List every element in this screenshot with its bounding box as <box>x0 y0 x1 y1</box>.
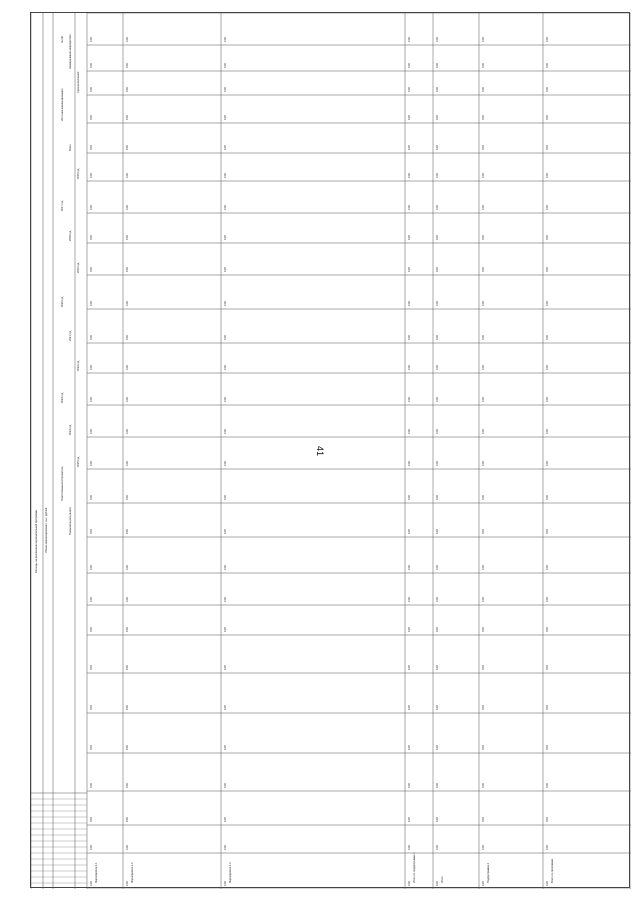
cell-value: 0,00 <box>436 881 439 886</box>
cell-value: 0,00 <box>126 173 129 178</box>
cell-value: 0,00 <box>126 365 129 370</box>
column-header: Наименование мероприятия <box>69 34 72 69</box>
cell-value: 0,00 <box>546 817 549 822</box>
column-header: 2022 год <box>77 360 80 371</box>
cell-value: 0,00 <box>126 37 129 42</box>
row-label: Мероприятие 1.2 <box>131 862 134 883</box>
cell-value: 0,00 <box>436 529 439 534</box>
cell-value: 0,00 <box>408 495 411 500</box>
rotated-table <box>30 12 630 888</box>
cell-value: 0,00 <box>224 115 227 120</box>
cell-value: 0,00 <box>408 745 411 750</box>
cell-value: 0,00 <box>408 881 411 886</box>
cell-value: 0,00 <box>546 461 549 466</box>
cell-value: 0,00 <box>90 597 93 602</box>
cell-value: 0,00 <box>408 529 411 534</box>
column-header: 2023 год <box>61 392 64 403</box>
cell-value: 0,00 <box>408 335 411 340</box>
cell-value: 0,00 <box>436 565 439 570</box>
cell-value: 0,00 <box>90 267 93 272</box>
cell-value: 0,00 <box>482 335 485 340</box>
cell-value: 0,00 <box>224 145 227 150</box>
cell-value: 0,00 <box>224 63 227 68</box>
cell-value: 0,00 <box>482 597 485 602</box>
cell-value: 0,00 <box>436 173 439 178</box>
cell-value: 0,00 <box>408 115 411 120</box>
table-subtitle: Объем финансирования, тыс. рублей <box>45 507 48 553</box>
cell-value: 0,00 <box>126 205 129 210</box>
cell-value: 0,00 <box>436 335 439 340</box>
cell-value: 0,00 <box>408 817 411 822</box>
cell-value: 0,00 <box>224 461 227 466</box>
cell-value: 0,00 <box>436 267 439 272</box>
column-header: Срок выполнения <box>77 71 80 93</box>
cell-value: 0,00 <box>126 145 129 150</box>
cell-value: 0,00 <box>224 627 227 632</box>
cell-value: 0,00 <box>546 783 549 788</box>
cell-value: 0,00 <box>482 705 485 710</box>
cell-value: 0,00 <box>126 301 129 306</box>
cell-value: 0,00 <box>482 817 485 822</box>
cell-value: 0,00 <box>436 461 439 466</box>
cell-value: 0,00 <box>224 705 227 710</box>
cell-value: 0,00 <box>436 429 439 434</box>
table-title: Расходы на реализацию муниципальной программы <box>35 509 38 573</box>
cell-value: 0,00 <box>408 429 411 434</box>
cell-value: 0,00 <box>224 565 227 570</box>
cell-value: 0,00 <box>482 783 485 788</box>
cell-value: 0,00 <box>90 845 93 850</box>
column-header: 2017 год <box>61 200 64 211</box>
cell-value: 0,00 <box>90 301 93 306</box>
cell-value: 0,00 <box>436 37 439 42</box>
cell-value: 0,00 <box>126 63 129 68</box>
cell-value: 0,00 <box>482 665 485 670</box>
cell-value: 0,00 <box>436 665 439 670</box>
cell-value: 0,00 <box>546 87 549 92</box>
cell-value: 0,00 <box>436 705 439 710</box>
row-label: Итого <box>441 876 444 883</box>
cell-value: 0,00 <box>408 705 411 710</box>
cell-value: 0,00 <box>408 63 411 68</box>
cell-value: 0,00 <box>90 665 93 670</box>
column-header: 2016 год <box>77 168 80 179</box>
cell-value: 0,00 <box>224 429 227 434</box>
cell-value: 0,00 <box>224 745 227 750</box>
cell-value: 0,00 <box>224 37 227 42</box>
cell-value: 0,00 <box>126 817 129 822</box>
cell-value: 0,00 <box>126 627 129 632</box>
cell-value: 0,00 <box>408 205 411 210</box>
cell-value: 0,00 <box>436 627 439 632</box>
cell-value: 0,00 <box>224 881 227 886</box>
cell-value: 0,00 <box>90 365 93 370</box>
cell-value: 0,00 <box>224 817 227 822</box>
cell-value: 0,00 <box>224 495 227 500</box>
column-header: 2025 год <box>77 456 80 467</box>
row-label: Всего по программе <box>551 858 554 883</box>
cell-value: 0,00 <box>126 495 129 500</box>
cell-value: 0,00 <box>90 565 93 570</box>
cell-value: 0,00 <box>90 87 93 92</box>
cell-value: 0,00 <box>546 235 549 240</box>
cell-value: 0,00 <box>546 115 549 120</box>
cell-value: 0,00 <box>90 783 93 788</box>
cell-value: 0,00 <box>408 173 411 178</box>
cell-value: 0,00 <box>90 397 93 402</box>
row-label: Мероприятие 1.1 <box>95 862 98 883</box>
cell-value: 0,00 <box>546 301 549 306</box>
cell-value: 0,00 <box>546 205 549 210</box>
cell-value: 0,00 <box>546 597 549 602</box>
cell-value: 0,00 <box>482 397 485 402</box>
cell-value: 0,00 <box>436 783 439 788</box>
cell-value: 0,00 <box>126 881 129 886</box>
cell-value: 0,00 <box>408 597 411 602</box>
cell-value: 0,00 <box>436 63 439 68</box>
cell-value: 0,00 <box>126 461 129 466</box>
cell-value: 0,00 <box>90 745 93 750</box>
cell-value: 0,00 <box>224 335 227 340</box>
page-number: 41 <box>315 445 326 457</box>
cell-value: 0,00 <box>436 145 439 150</box>
cell-value: 0,00 <box>408 37 411 42</box>
cell-value: 0,00 <box>482 881 485 886</box>
cell-value: 0,00 <box>90 429 93 434</box>
cell-value: 0,00 <box>482 365 485 370</box>
cell-value: 0,00 <box>90 145 93 150</box>
cell-value: 0,00 <box>126 783 129 788</box>
cell-value: 0,00 <box>90 335 93 340</box>
cell-value: 0,00 <box>436 365 439 370</box>
cell-value: 0,00 <box>546 627 549 632</box>
cell-value: 0,00 <box>224 301 227 306</box>
column-header: Источник финансирования <box>61 88 64 121</box>
cell-value: 0,00 <box>224 783 227 788</box>
cell-value: 0,00 <box>482 267 485 272</box>
cell-value: 0,00 <box>126 665 129 670</box>
cell-value: 0,00 <box>224 365 227 370</box>
table-grid <box>31 13 631 889</box>
column-header: 2024 год <box>69 424 72 435</box>
cell-value: 0,00 <box>90 63 93 68</box>
cell-value: 0,00 <box>126 565 129 570</box>
cell-value: 0,00 <box>90 881 93 886</box>
cell-value: 0,00 <box>546 705 549 710</box>
cell-value: 0,00 <box>482 235 485 240</box>
cell-value: 0,00 <box>546 565 549 570</box>
cell-value: 0,00 <box>546 495 549 500</box>
cell-value: 0,00 <box>482 63 485 68</box>
cell-value: 0,00 <box>90 205 93 210</box>
cell-value: 0,00 <box>482 173 485 178</box>
cell-value: 0,00 <box>224 529 227 534</box>
cell-value: 0,00 <box>126 87 129 92</box>
column-header: 2018 год <box>69 230 72 241</box>
cell-value: 0,00 <box>90 627 93 632</box>
cell-value: 0,00 <box>126 429 129 434</box>
cell-value: 0,00 <box>408 235 411 240</box>
cell-value: 0,00 <box>408 365 411 370</box>
cell-value: 0,00 <box>408 783 411 788</box>
cell-value: 0,00 <box>436 115 439 120</box>
cell-value: 0,00 <box>546 529 549 534</box>
cell-value: 0,00 <box>126 745 129 750</box>
cell-value: 0,00 <box>90 235 93 240</box>
cell-value: 0,00 <box>126 529 129 534</box>
cell-value: 0,00 <box>436 235 439 240</box>
cell-value: 0,00 <box>126 705 129 710</box>
cell-value: 0,00 <box>436 205 439 210</box>
cell-value: 0,00 <box>408 301 411 306</box>
cell-value: 0,00 <box>482 145 485 150</box>
cell-value: 0,00 <box>436 597 439 602</box>
cell-value: 0,00 <box>126 335 129 340</box>
cell-value: 0,00 <box>436 745 439 750</box>
cell-value: 0,00 <box>546 145 549 150</box>
cell-value: 0,00 <box>546 63 549 68</box>
column-header: Показатель результата <box>69 507 72 535</box>
cell-value: 0,00 <box>90 817 93 822</box>
row-label: Итого по подпрограмме 1 <box>413 852 416 883</box>
cell-value: 0,00 <box>546 173 549 178</box>
cell-value: 0,00 <box>436 87 439 92</box>
column-header: Ответственный исполнитель <box>61 466 64 501</box>
cell-value: 0,00 <box>408 87 411 92</box>
cell-value: 0,00 <box>546 335 549 340</box>
cell-value: 0,00 <box>546 267 549 272</box>
cell-value: 0,00 <box>436 845 439 850</box>
cell-value: 0,00 <box>482 87 485 92</box>
cell-value: 0,00 <box>224 597 227 602</box>
cell-value: 0,00 <box>90 495 93 500</box>
cell-value: 0,00 <box>482 495 485 500</box>
cell-value: 0,00 <box>224 205 227 210</box>
cell-value: 0,00 <box>408 627 411 632</box>
cell-value: 0,00 <box>224 845 227 850</box>
cell-value: 0,00 <box>408 461 411 466</box>
cell-value: 0,00 <box>482 627 485 632</box>
cell-value: 0,00 <box>90 173 93 178</box>
row-label: Подпрограмма 2 <box>487 862 490 883</box>
cell-value: 0,00 <box>546 665 549 670</box>
cell-value: 0,00 <box>224 267 227 272</box>
cell-value: 0,00 <box>546 845 549 850</box>
cell-value: 0,00 <box>408 267 411 272</box>
cell-value: 0,00 <box>224 665 227 670</box>
cell-value: 0,00 <box>126 597 129 602</box>
cell-value: 0,00 <box>546 881 549 886</box>
cell-value: 0,00 <box>546 429 549 434</box>
cell-value: 0,00 <box>126 115 129 120</box>
column-header: 2020 год <box>61 296 64 307</box>
cell-value: 0,00 <box>90 115 93 120</box>
cell-value: 0,00 <box>408 845 411 850</box>
cell-value: 0,00 <box>546 365 549 370</box>
cell-value: 0,00 <box>90 37 93 42</box>
cell-value: 0,00 <box>224 87 227 92</box>
cell-value: 0,00 <box>408 397 411 402</box>
cell-value: 0,00 <box>482 565 485 570</box>
cell-value: 0,00 <box>482 529 485 534</box>
cell-value: 0,00 <box>436 817 439 822</box>
cell-value: 0,00 <box>546 37 549 42</box>
cell-value: 0,00 <box>482 301 485 306</box>
cell-value: 0,00 <box>482 845 485 850</box>
cell-value: 0,00 <box>482 37 485 42</box>
column-header: № п/п <box>61 35 64 43</box>
row-label: Мероприятие 1.3 <box>229 862 232 883</box>
cell-value: 0,00 <box>224 173 227 178</box>
cell-value: 0,00 <box>482 205 485 210</box>
cell-value: 0,00 <box>126 267 129 272</box>
column-header: 2019 год <box>77 262 80 273</box>
cell-value: 0,00 <box>546 397 549 402</box>
cell-value: 0,00 <box>126 397 129 402</box>
cell-value: 0,00 <box>482 429 485 434</box>
cell-value: 0,00 <box>408 145 411 150</box>
cell-value: 0,00 <box>224 235 227 240</box>
column-header: 2021 год <box>69 330 72 341</box>
cell-value: 0,00 <box>436 397 439 402</box>
cell-value: 0,00 <box>126 235 129 240</box>
cell-value: 0,00 <box>546 745 549 750</box>
cell-value: 0,00 <box>482 115 485 120</box>
cell-value: 0,00 <box>126 845 129 850</box>
cell-value: 0,00 <box>436 495 439 500</box>
cell-value: 0,00 <box>90 461 93 466</box>
cell-value: 0,00 <box>436 301 439 306</box>
cell-value: 0,00 <box>408 565 411 570</box>
cell-value: 0,00 <box>482 745 485 750</box>
cell-value: 0,00 <box>90 705 93 710</box>
cell-value: 0,00 <box>408 665 411 670</box>
cell-value: 0,00 <box>224 397 227 402</box>
cell-value: 0,00 <box>482 461 485 466</box>
column-header: Всего <box>69 144 72 151</box>
cell-value: 0,00 <box>90 529 93 534</box>
